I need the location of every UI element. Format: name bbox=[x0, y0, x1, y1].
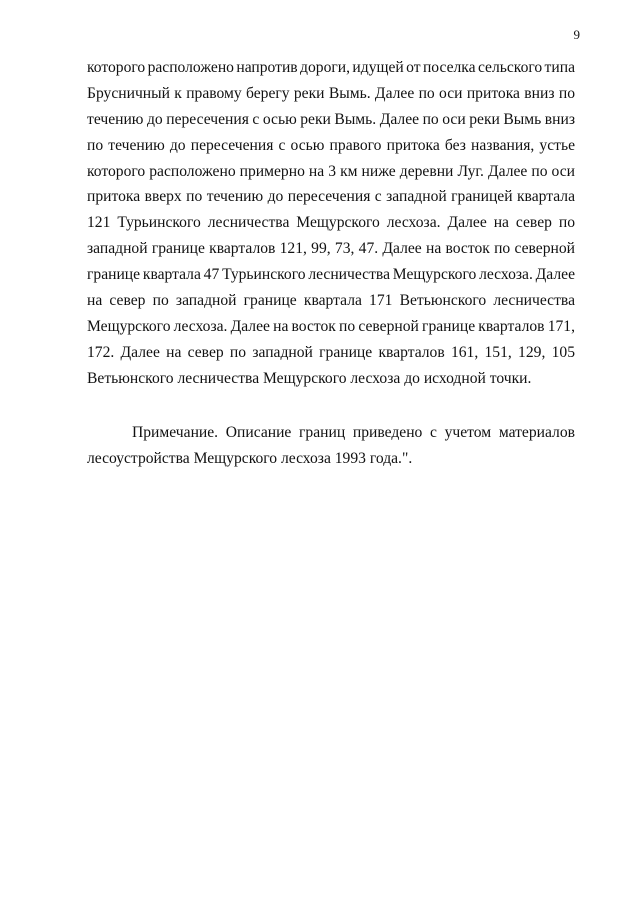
paragraph-line: западной границе кварталов 121, 99, 73, 47. Далее на восток по северной bbox=[87, 240, 575, 258]
paragraph-line: которого расположено напротив дороги, идущей от поселка сельского типа bbox=[87, 59, 575, 76]
note-line: Примечание. Описание границ приведено с учетом материалов bbox=[132, 424, 575, 441]
paragraph-line: 172. Далее на север по западной границе кварталов 161, 151, 129, 105 bbox=[87, 343, 575, 361]
note-paragraph bbox=[87, 420, 575, 472]
paragraph-line: Мещурского лесхоза. Далее на восток по северной границе кварталов 171, bbox=[87, 317, 575, 335]
boundary-description-paragraph bbox=[87, 55, 575, 392]
paragraph-line: 121 Турьинского лесничества Мещурского лесхоза. Далее на север по bbox=[87, 214, 575, 232]
paragraph-line: по течению до пересечения с осью правого притока без названия, устье bbox=[87, 136, 575, 154]
paragraph-line: течению до пересечения с осью реки Вымь. Далее по оси реки Вымь вниз bbox=[87, 110, 575, 128]
paragraph-line: которого расположено примерно на 3 км ниже деревни Луг. Далее по оси bbox=[87, 162, 575, 180]
page-number: 9 bbox=[573, 27, 580, 42]
paragraph-line: границе квартала 47 Турьинского лесничества Мещурского лесхоза. Далее bbox=[87, 266, 575, 284]
paragraph-line: Брусничный к правому берегу реки Вымь. Далее по оси притока вниз по bbox=[87, 84, 575, 102]
paragraph-line: на север по западной границе квартала 171 Ветьюнского лесничества bbox=[87, 292, 575, 310]
note-line: лесоустройства Мещурского лесхоза 1993 года.". bbox=[87, 449, 413, 467]
paragraph-line: притока вверх по течению до пересечения с западной границей квартала bbox=[87, 188, 575, 206]
paragraph-line: Ветьюнского лесничества Мещурского лесхоза до исходной точки. bbox=[87, 369, 532, 387]
